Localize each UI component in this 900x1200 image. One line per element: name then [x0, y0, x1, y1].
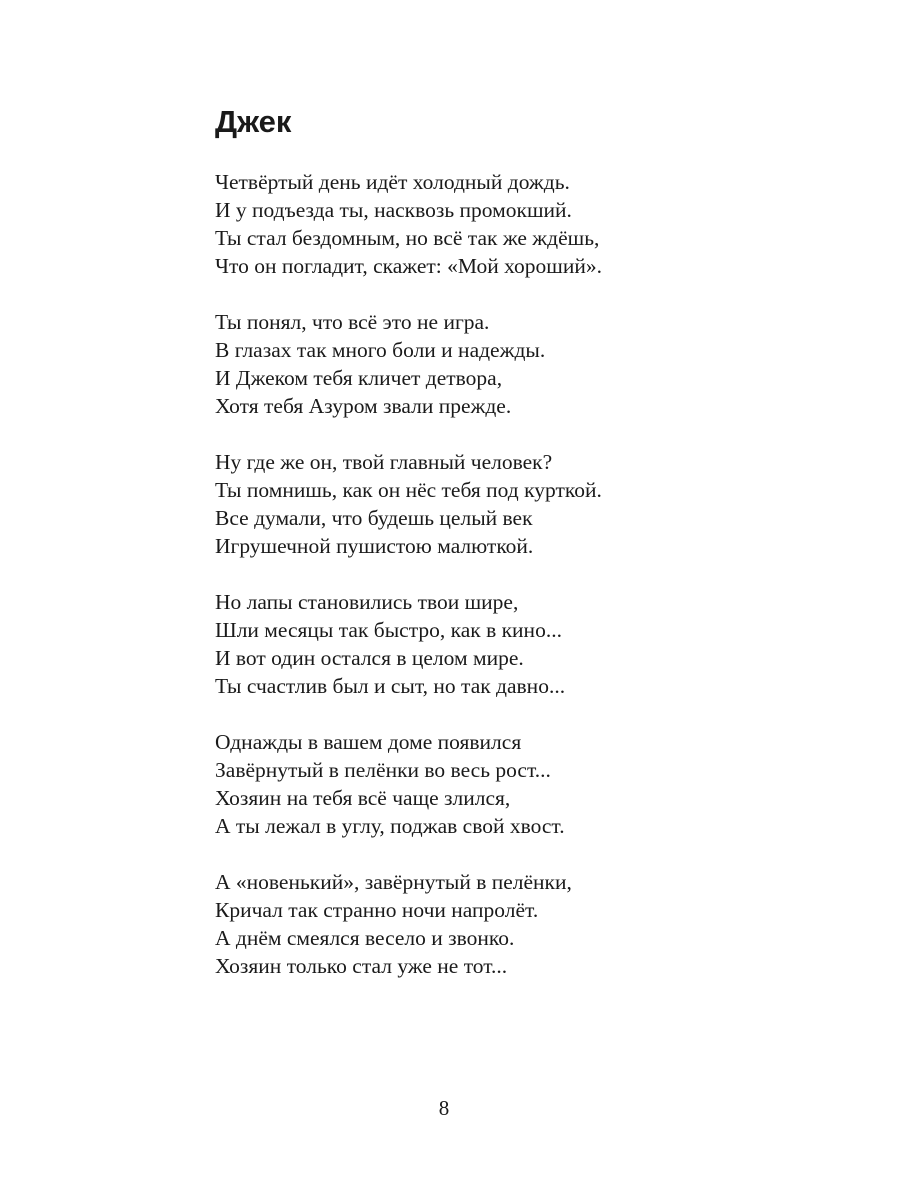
- poem-line: А ты лежал в углу, поджав свой хвост.: [215, 814, 565, 838]
- page-number: 8: [438, 1096, 450, 1120]
- poem-line: Завёрнутый в пелёнки во весь рост...: [215, 758, 551, 782]
- poem-line: И вот один остался в целом мире.: [215, 646, 524, 670]
- poem-line: И Джеком тебя кличет детвора,: [215, 366, 503, 390]
- poem-line: Игрушечной пушистою малюткой.: [215, 534, 534, 558]
- poem-line: Все думали, что будешь целый век: [215, 506, 533, 530]
- poem-line: Хозяин только стал уже не тот...: [215, 954, 508, 978]
- poem-line: Хозяин на тебя всё чаще злился,: [215, 786, 511, 810]
- poem-line: Но лапы становились твои шире,: [215, 590, 519, 614]
- poem-line: Четвёртый день идёт холодный дождь.: [215, 170, 570, 194]
- poem-line: В глазах так много боли и надежды.: [215, 338, 546, 362]
- poem-line: Кричал так странно ночи напролёт.: [215, 898, 539, 922]
- stanza: [215, 448, 815, 560]
- poem-line: Ну где же он, твой главный человек?: [215, 450, 553, 474]
- poem-line: Ты счастлив был и сыт, но так давно...: [215, 674, 566, 698]
- poem-line: А «новенький», завёрнутый в пелёнки,: [215, 870, 572, 894]
- poem-line: Ты понял, что всё это не игра.: [215, 310, 490, 334]
- poem-line: А днём смеялся весело и звонко.: [215, 926, 515, 950]
- stanza: [215, 308, 815, 420]
- stanza: [215, 588, 815, 700]
- poem-line: Шли месяцы так быстро, как в кино...: [215, 618, 562, 642]
- poem-body: [215, 168, 815, 1008]
- stanza: [215, 168, 815, 280]
- poem-line: И у подъезда ты, насквозь промокший.: [215, 198, 572, 222]
- poem-line: Ты помнишь, как он нёс тебя под курткой.: [215, 478, 602, 502]
- stanza: [215, 728, 815, 840]
- poem-line: Что он погладит, скажет: «Мой хороший».: [215, 254, 602, 278]
- poem-line: Однажды в вашем доме появился: [215, 730, 522, 754]
- poem-line: Хотя тебя Азуром звали прежде.: [215, 394, 512, 418]
- poem-line: Ты стал бездомным, но всё так же ждёшь,: [215, 226, 600, 250]
- poem-title: Джек: [215, 104, 292, 139]
- stanza: [215, 868, 815, 980]
